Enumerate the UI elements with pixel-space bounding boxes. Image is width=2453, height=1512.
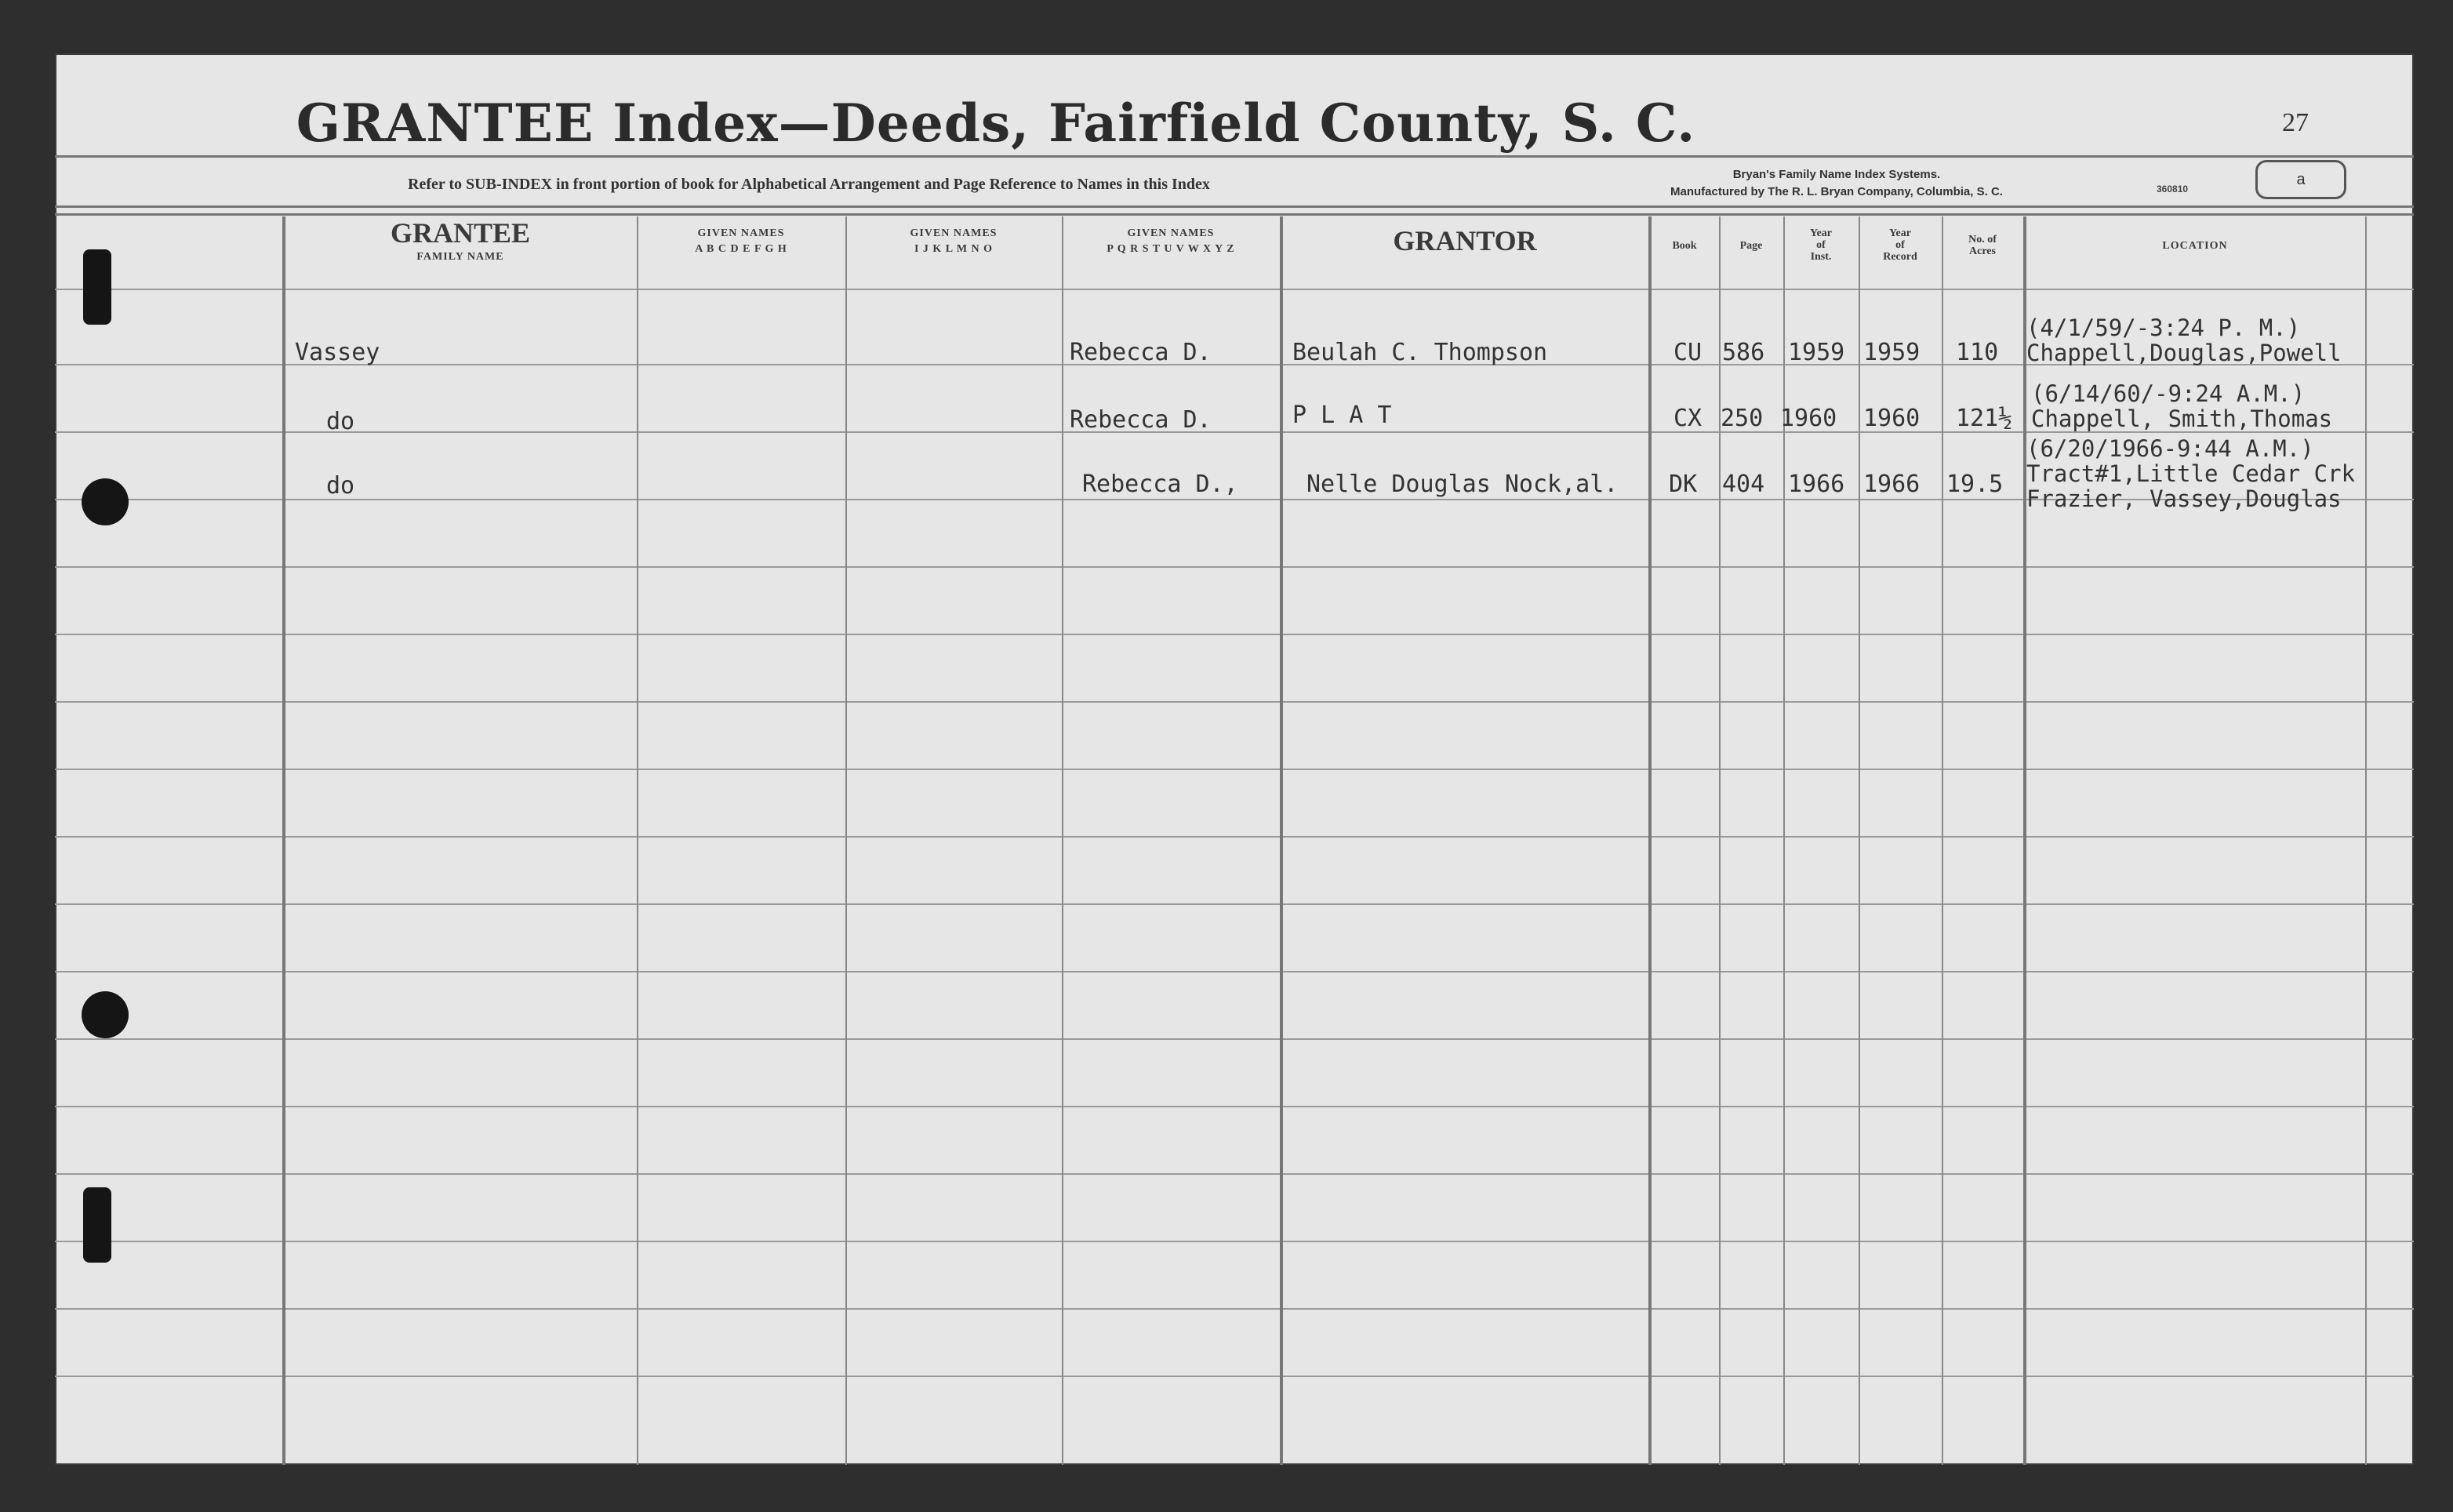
col-grantee: GRANTEE [390, 217, 531, 249]
row-rule [55, 1308, 2414, 1310]
header-rule [55, 155, 2414, 158]
row-rule [55, 769, 2414, 770]
binder-slot [83, 1187, 111, 1263]
page-cell: 586 [1722, 339, 1765, 366]
binder-hole [82, 478, 129, 525]
given-name-cell: Rebecca D. [1070, 339, 1212, 366]
grantor-cell: P L A T [1292, 402, 1392, 429]
grantor-cell: Beulah C. Thompson [1292, 339, 1548, 366]
acres-cell: 19.5 [1946, 471, 2004, 498]
column-rule [1783, 216, 1785, 1465]
col-location: LOCATION [2162, 240, 2228, 252]
location-cell: (6/14/60/-9:24 A.M.) Chappell, Smith,Thomas [2031, 380, 2333, 432]
row-rule [55, 1173, 2414, 1175]
row-rule [55, 634, 2414, 635]
page-number: 27 [2282, 108, 2309, 137]
header-rule [55, 205, 2414, 208]
index-page [55, 53, 2414, 1465]
column-rule [1648, 216, 1652, 1465]
column-rule [1280, 216, 1283, 1465]
column-rule [2365, 216, 2367, 1465]
location-cell: (6/20/1966-9:44 A.M.) Tract#1,Little Cedar Crk Frazier, Vassey,Douglas [2026, 435, 2356, 512]
column-rule [1942, 216, 1943, 1465]
book-cell: DK [1669, 471, 1698, 498]
column-rule [1719, 216, 1721, 1465]
row-rule [55, 566, 2414, 568]
col-given-1: GIVEN NAMES [697, 227, 785, 239]
refer-note: Refer to SUB-INDEX in front portion of book for Alphabetical Arrangement and Page Reference to Names in this Index [408, 176, 1210, 193]
row-rule [55, 836, 2414, 838]
row-rule [55, 971, 2414, 972]
grantor-cell: Nelle Douglas Nock,al. [1306, 471, 1619, 498]
row-rule [55, 1106, 2414, 1107]
column-rule [282, 216, 285, 1465]
column-rule [2023, 216, 2026, 1465]
year-inst-cell: 1959 [1788, 339, 1845, 366]
year-record-cell: 1959 [1863, 339, 1921, 366]
index-tab: a [2255, 160, 2346, 199]
col-grantee-sub: FAMILY NAME [416, 251, 504, 263]
location-cell: (4/1/59/-3:24 P. M.) Chappell,Douglas,Powell [2026, 314, 2342, 366]
column-rule [1859, 216, 1860, 1465]
column-rule [1062, 216, 1063, 1465]
given-name-cell: Rebecca D. [1070, 406, 1212, 434]
year-inst-cell: 1966 [1788, 471, 1845, 498]
year-record-cell: 1966 [1863, 471, 1921, 498]
col-book: Book [1672, 240, 1697, 252]
given-name-cell: Rebecca D., [1082, 471, 1238, 498]
col-year-record: Year of Record [1883, 227, 1917, 263]
column-rule [637, 216, 638, 1465]
manufacturer-line-1: Bryan's Family Name Index Systems. [1732, 168, 1941, 181]
manufacturer-note [1670, 166, 2003, 201]
year-record-cell: 1960 [1863, 405, 1921, 432]
col-given-2: GIVEN NAMES [910, 227, 998, 239]
family-name-cell: do [326, 408, 355, 435]
col-given-1-sub: A B C D E F G H [695, 243, 787, 255]
col-acres: No. of Acres [1968, 234, 1997, 257]
page-cell: 250 [1721, 405, 1764, 432]
binder-slot [83, 249, 111, 325]
book-cell: CU [1673, 339, 1703, 366]
col-given-2-sub: I J K L M N O [914, 243, 994, 255]
header-rule [55, 213, 2414, 216]
manufacturer-code: 360810 [2157, 184, 2189, 194]
manufacturer-line-2: Manufactured by The R. L. Bryan Company, Columbia, S. C. [1670, 185, 2003, 198]
row-rule [55, 1376, 2414, 1377]
year-inst-cell: 1960 [1780, 405, 1837, 432]
row-rule [55, 1038, 2414, 1040]
acres-cell: 110 [1956, 339, 1999, 366]
page-title: GRANTEE Index—Deeds, Fairfield County, S. C. [296, 93, 1696, 154]
col-given-3: GIVEN NAMES [1127, 227, 1215, 239]
column-rule [845, 216, 847, 1465]
acres-cell: 121½ [1956, 405, 2013, 432]
col-given-3-sub: P Q R S T U V W X Y Z [1107, 243, 1235, 255]
binder-hole [82, 991, 129, 1038]
book-cell: CX [1673, 405, 1703, 432]
row-rule [55, 701, 2414, 703]
row-rule [55, 1241, 2414, 1242]
page-cell: 404 [1722, 471, 1765, 498]
row-rule [55, 289, 2414, 290]
family-name-cell: Vassey [295, 339, 380, 366]
col-year-inst: Year of Inst. [1810, 227, 1832, 263]
col-page: Page [1739, 240, 1763, 252]
col-grantor: GRANTOR [1393, 225, 1537, 256]
row-rule [55, 903, 2414, 905]
family-name-cell: do [326, 472, 355, 500]
